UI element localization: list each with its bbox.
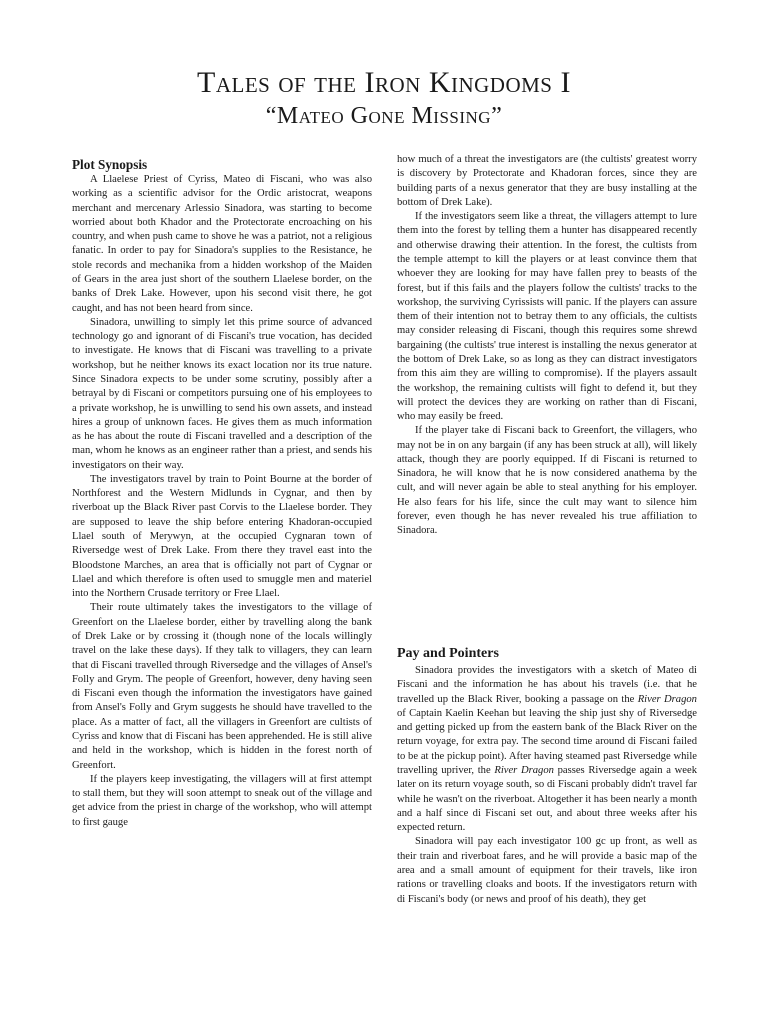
paragraph: If the player take di Fiscani back to Greenfort, the villagers, who may not be in on any bargain (if any has been struck at all), will likely attack, though they are poorly equipped. If di Fiscani is returned to Sinadora, he will know that he is now considered anathema by the cult, and will never again be able to steal anything for his employer. He also fears for his life, since the cult may want to silence him forever, even though he has never revealed his true affiliation to Sinadora. [397, 425, 697, 537]
pay-and-pointers-heading: Pay and Pointers [397, 646, 499, 661]
ship-name: River Dragon [494, 764, 554, 776]
paragraph: If the investigators seem like a threat, the villagers attempt to lure them into the forest by telling them a hunter has disappeared recently and otherwise drawing their attention. In the forest, the cultists from the temple attempt to kill the players or at least convince them that whoever they are looking for may have fallen prey to beasts of the forest, but if this fails and the players follow the cultists' tracks to the workshop, the surviving Cyrissists will panic. If the players can assure them of their intention not to betray them to any officials, the cultists may consider releasing di Fiscani, though this requires some shrewd bargaining (the cultists' true interest is installing the nexus generator at the bottom of Drek Lake, so as long as they can distract investigators from this aim they are willing to compromise). If the players assault the workshop, the remaining cultists will fight to defend it, but they will protect the devices they are working on rather than di Fiscani, who may easily be freed. [397, 211, 697, 423]
paragraph: A Llaelese Priest of Cyriss, Mateo di Fiscani, who was also working as a scientific advisor for the Ordic aristocrat, weapons merchant and mercenary Arlessio Sinadora, was starting to become worried about both Khador and the Protectorate encroaching on his country, and when push came to shove he was a patriot, not a religious fanatic. In order to pay for Sinadora's supplies to the Resistance, he stole records and mechanika from a hidden workshop of the Maiden of Gears in the area just short of the southern Llaelese border, on the banks of Drek Lake. However, upon his second visit there, he got caught, and has not been heard from since. [72, 174, 372, 314]
paragraph: If the players keep investigating, the villagers will at first attempt to stall them, but they will soon attempt to sneak out of the village and get advice from the priest in charge of the workshop, who will attempt to first gauge [72, 773, 372, 828]
left-column [72, 155, 372, 830]
document-title: Tales of the Iron Kingdoms I [197, 66, 571, 99]
right-column [397, 153, 697, 539]
text-run: passes Riversedge again a week later on its return voyage south, so di Fiscani probably didn't travel far while he wasn't on the riverboat. Altogether it has been nearly a month and a half since di Fiscani set out, and about three weeks after his expected return. [397, 764, 697, 834]
pay-section [397, 664, 697, 907]
paragraph: Sinadora, unwilling to simply let this prime source of advanced technology go and ignorant of di Fiscani's true vocation, has decided to investigate. He knows that di Fiscani was travelling to a private workshop, but he neither knows its exact location nor its true nature. Since Sinadora expects to be under some scrutiny, possibly after a betrayal by di Fiscani or competitors pursuing one of his employees to a private workshop, he is unwilling to send his own assets, and instead hires a group of unknown faces. He gives them as much information as he has about the route di Fiscani travelled and a description of the man, whom he knows as an engineer rather than a priest, and sends his investigators on their way. [72, 316, 372, 471]
ship-name: River Dragon [637, 693, 697, 705]
document-subtitle: “Mateo Gone Missing” [265, 103, 503, 129]
text-run: of Captain Kaelin Keehan but leaving the ship just shy of Riversedge and getting picked up from the eastern bank of the Black River on the return voyage, for extra pay. The second time around di Fiscani failed to be at the pickup point). After having steamed past Riversedge while travelling upriver, the [397, 707, 697, 776]
plot-synopsis-heading: Plot Synopsis [72, 157, 148, 172]
paragraph: Their route ultimately takes the investigators to the village of Greenfort on the Llaelese border, either by travelling along the bank of Drek Lake or by crossing it (though none of the locals willingly travel on the lake these days). If they talk to villagers, they can learn that di Fiscani travelled through Riversedge and the villages of Ansel's Folly and Grym. The people of Greenfort, however, deny having seen di Fiscani even though the information the investigators have gained from Ansel's Folly and Grym suggests he should have travelled to the place. As a matter of fact, all the villagers in Greenfort are cultists of Cyriss and know that di Fiscani has been apprehended. He is still alive and held in the workshop, which is hidden in the forest north of Greenfort. [72, 602, 372, 771]
text-run: Sinadora provides the investigators with a sketch of Mateo di Fiscani and the information he has about his travels (i.e. that he travelled up the Black River, booking a passage on the [397, 665, 697, 705]
paragraph: The investigators travel by train to Point Bourne at the border of Northforest and the Western Midlunds in Cygnar, and then by riverboat up the Black River past Corvis to the Llaelese border. They are supposed to leave the ship before entering Khadoran-occupied Llael south of Merywyn, at the occupied Cygnaran town of Riversedge west of Drek Lake. From there they travel east into the Bloodstone Marches, an area that is officially not part of Cygnar or Llael and which therefore is often used to smuggle men and materiel into the Northern Crusade territory or Free Llael. [72, 473, 372, 600]
paragraph: how much of a threat the investigators are (the cultists' greatest worry is discovery by Protectorate and Khadoran forces, since they are building parts of a nexus generator that they are busy installing at the bottom of Drek Lake). [397, 154, 697, 208]
paragraph [397, 664, 697, 835]
paragraph: Sinadora will pay each investigator 100 gc up front, as well as their train and riverboat fares, and he will provide a basic map of the area and a small amount of equipment for their travels, like iron rations or travelling cloaks and boots. If the investigators return with di Fiscani's body (or news and proof of his death), they get [397, 836, 697, 905]
